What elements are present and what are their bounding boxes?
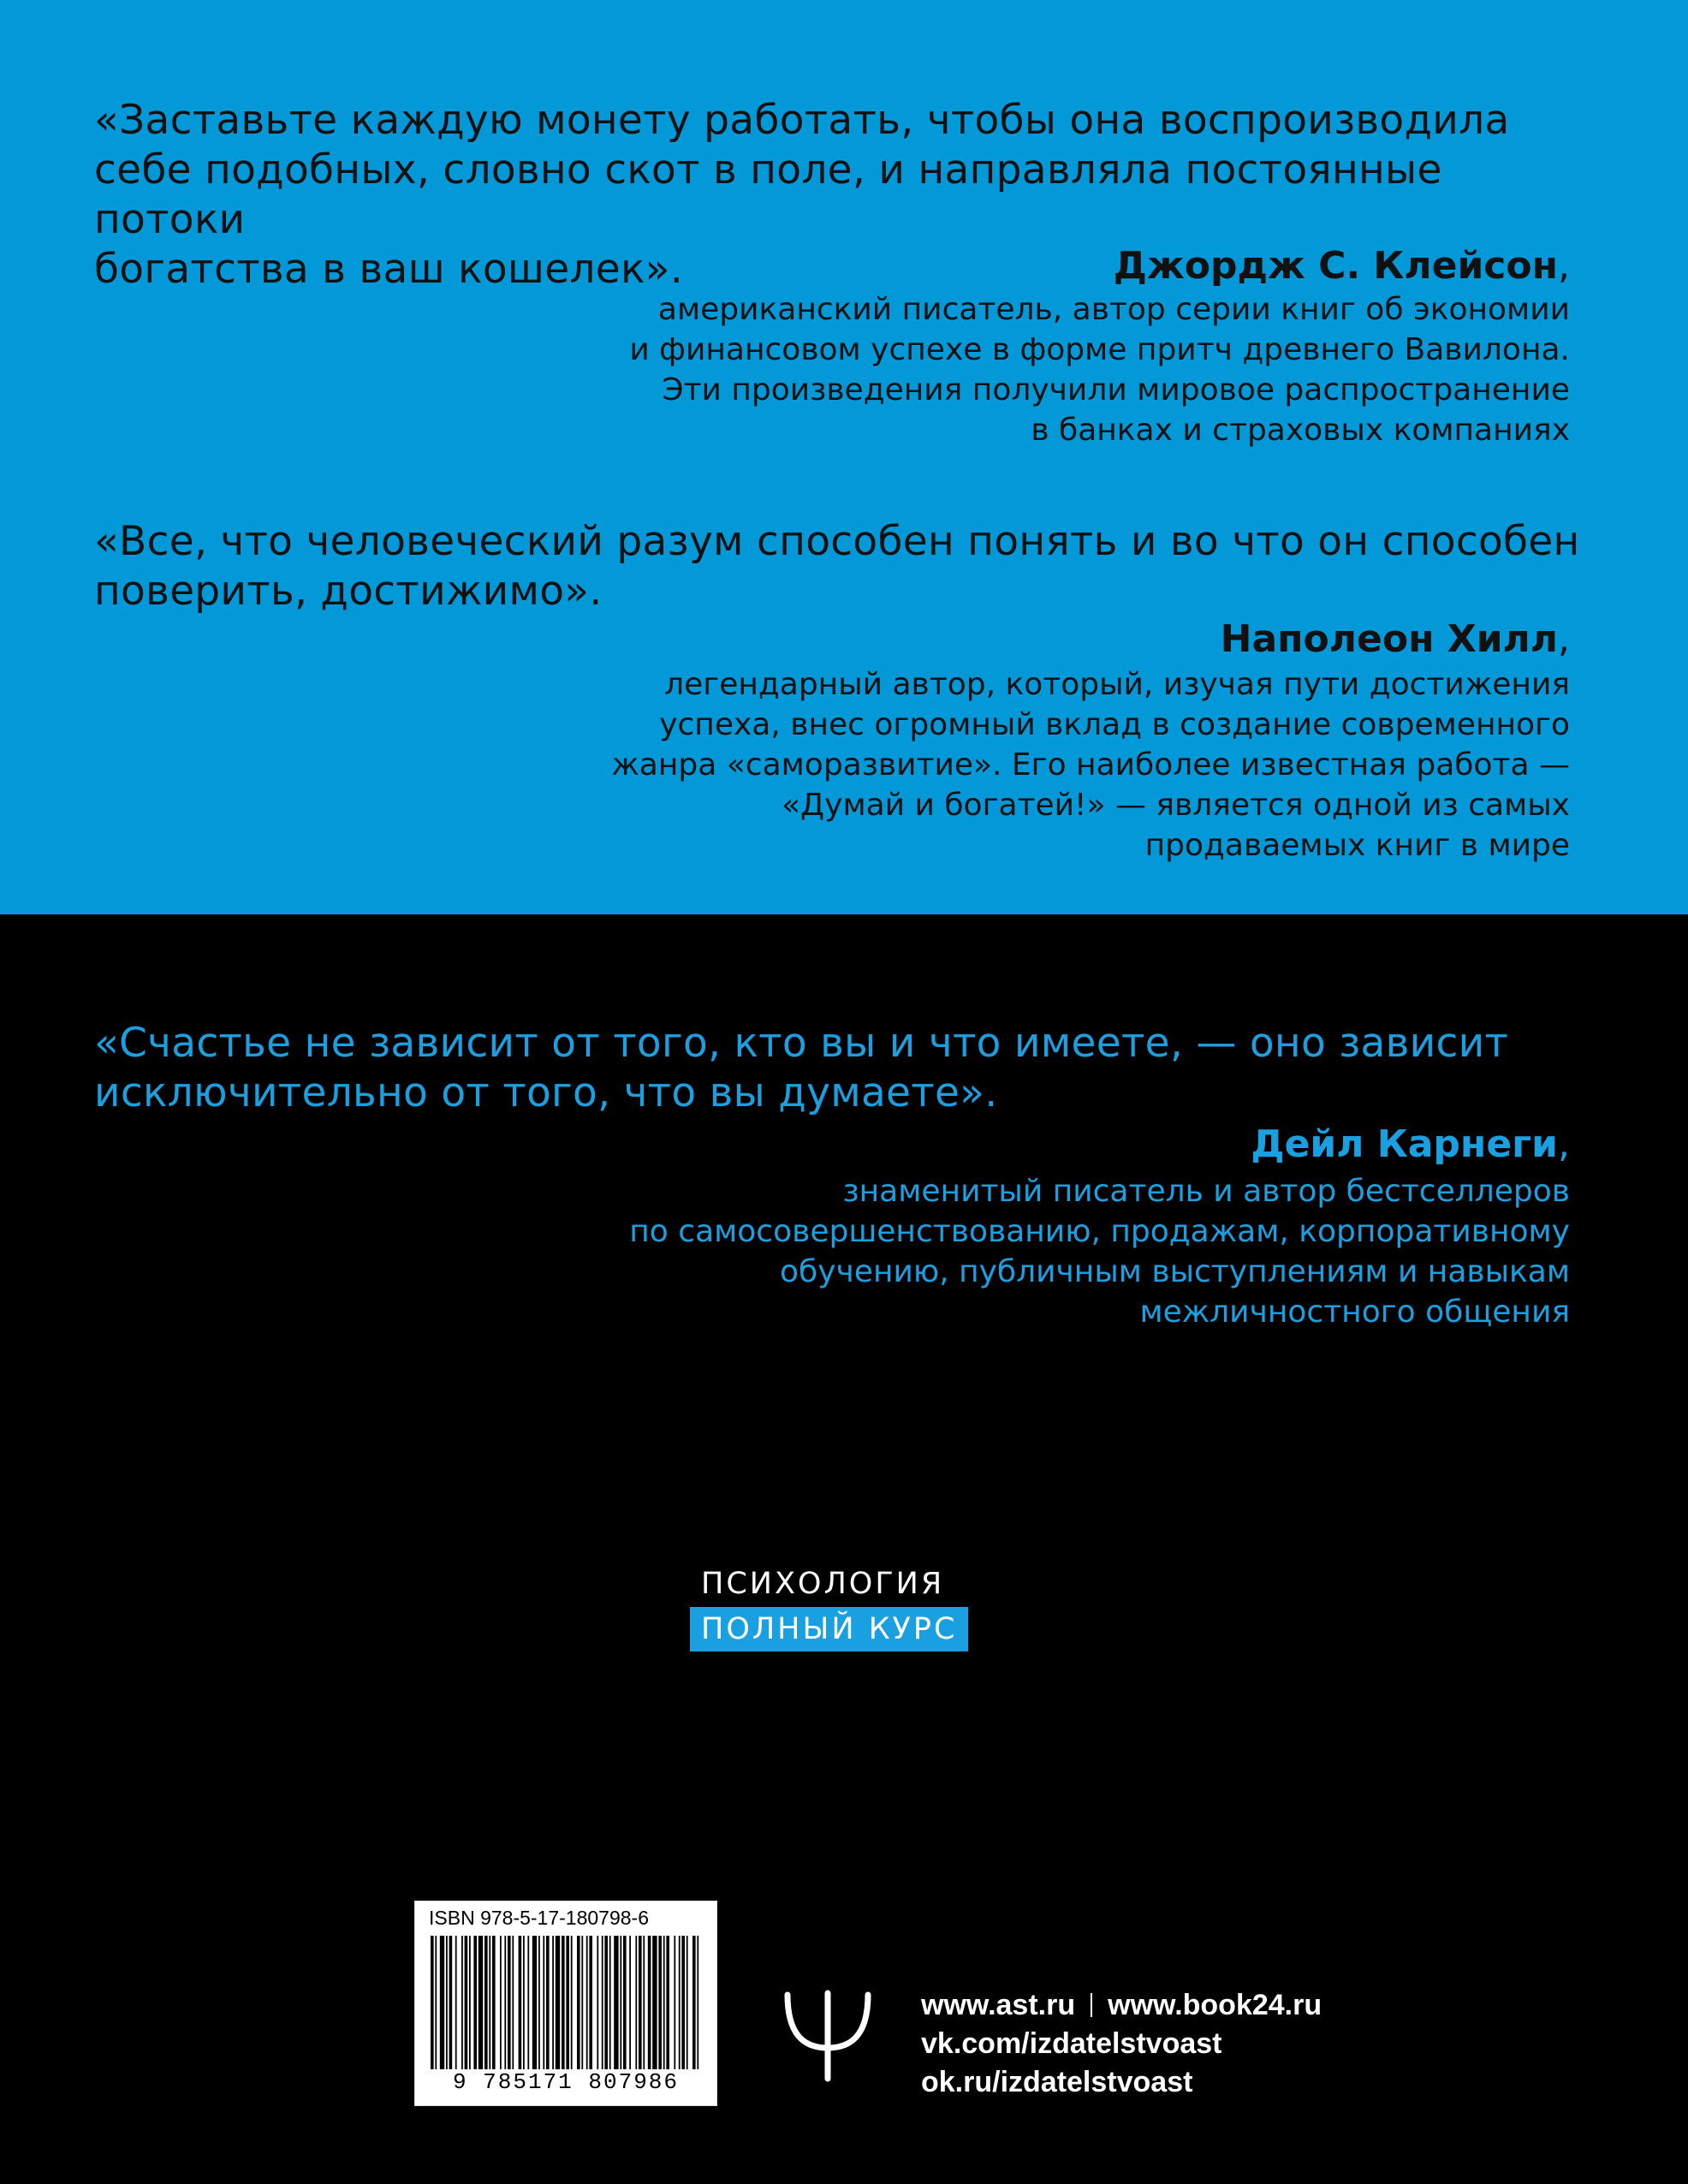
quote-line: исключительно от того, что вы думаете». — [94, 1069, 998, 1116]
barcode-bar — [566, 1936, 569, 2069]
barcode-bar — [666, 1936, 669, 2069]
description-line: легендарный автор, который, изучая пути достижения — [664, 667, 1570, 702]
quote-line: «Счастье не зависит от того, кто вы и что имеете, — оно зависит — [94, 1020, 1509, 1067]
barcode-bar — [639, 1936, 642, 2069]
barcode-bar — [532, 1936, 537, 2069]
barcode-bar — [597, 1936, 598, 2069]
psi-icon — [781, 1988, 875, 2082]
barcode-bar — [562, 1936, 565, 2069]
barcode-bar — [512, 1936, 514, 2069]
author-hill — [1221, 616, 1570, 663]
barcode-bar — [652, 1936, 657, 2069]
barcode-bar — [629, 1936, 631, 2069]
barcode-bar — [484, 1936, 488, 2069]
barcode-bar — [623, 1936, 627, 2069]
barcode-image — [431, 1936, 701, 2069]
barcode-bar — [614, 1936, 618, 2069]
barcode-bar — [446, 1936, 448, 2069]
barcode-bar — [500, 1936, 502, 2069]
quote-line: «Заставьте каждую монету работать, чтобы она воспроизводила — [94, 97, 1510, 144]
barcode-bar — [643, 1936, 645, 2069]
barcode-bar — [431, 1936, 434, 2069]
barcode-digits: 9 785171 807986 — [452, 2069, 680, 2095]
barcode-bar — [546, 1936, 550, 2069]
barcode-bar — [519, 1936, 522, 2069]
description-line: продаваемых книг в мире — [1144, 828, 1570, 863]
barcode-bar — [489, 1936, 490, 2069]
barcode-bar — [478, 1936, 483, 2069]
barcode-bar — [435, 1936, 437, 2069]
author-comma: , — [1558, 617, 1570, 661]
series-label — [690, 1562, 968, 1651]
publisher-links — [921, 1986, 1322, 2102]
author-description-hill — [371, 664, 1570, 866]
author-name: Дейл Карнеги — [1251, 1122, 1558, 1166]
barcode-bar — [469, 1936, 471, 2069]
barcode-bar — [679, 1936, 681, 2069]
barcode-bar — [697, 1936, 698, 2069]
barcode-bar — [681, 1936, 685, 2069]
link-vk[interactable]: vk.com/izdatelstvoast — [921, 2027, 1222, 2060]
link-ok[interactable]: ok.ru/izdatelstvoast — [921, 2066, 1193, 2098]
barcode-bar — [609, 1936, 611, 2069]
author-name: Джордж С. Клейсон — [1113, 244, 1558, 288]
barcode-bar — [538, 1936, 540, 2069]
author-comma: , — [1558, 1122, 1570, 1166]
barcode-bar — [581, 1936, 583, 2069]
barcode-bar — [543, 1936, 544, 2069]
barcode-bar — [440, 1936, 444, 2069]
barcode-bar — [552, 1936, 554, 2069]
description-line: по самосовершенствованию, продажам, корпоративному — [629, 1214, 1570, 1249]
author-description-carnegie — [371, 1171, 1570, 1332]
description-line: жанра «саморазвитие». Его наиболее известная работа — — [611, 747, 1570, 783]
barcode-bar — [648, 1936, 651, 2069]
barcode-bar — [523, 1936, 525, 2069]
barcode-bar — [635, 1936, 637, 2069]
barcode-bar — [589, 1936, 592, 2069]
barcode-bar — [455, 1936, 457, 2069]
barcode-bar — [686, 1936, 688, 2069]
author-clason — [1114, 243, 1570, 289]
series-name: ПСИХОЛОГИЯ — [701, 1567, 945, 1601]
author-carnegie — [1251, 1122, 1570, 1168]
description-line: в банках и страховых компаниях — [1031, 413, 1570, 448]
description-line: межличностного общения — [1139, 1294, 1570, 1330]
barcode-bar — [504, 1936, 506, 2069]
author-comma: , — [1558, 244, 1570, 288]
barcode-bar — [692, 1936, 696, 2069]
barcode-bar — [527, 1936, 529, 2069]
barcode-bar — [663, 1936, 665, 2069]
barcode-bar — [658, 1936, 662, 2069]
link-book24[interactable]: www.book24.ru — [1108, 1989, 1322, 2021]
barcode-bar — [508, 1936, 511, 2069]
barcode-bar — [586, 1936, 588, 2069]
author-name: Наполеон Хилл — [1220, 617, 1558, 661]
description-line: и финансовом успехе в форме притч древнего Вавилона. — [629, 332, 1570, 367]
barcode-bar — [577, 1936, 580, 2069]
isbn-number: ISBN 978-5-17-180798-6 — [429, 1907, 649, 1929]
quote-line: поверить, достижимо». — [94, 568, 603, 615]
barcode-block — [414, 1901, 717, 2106]
quote-carnegie — [94, 1019, 1584, 1118]
description-line: «Думай и богатей!» — является одной из самых — [781, 788, 1570, 823]
quote-line: «Все, что человеческий разум способен понять и во что он способен — [94, 518, 1580, 565]
quote-line: богатства в ваш кошелек». — [94, 246, 683, 293]
quote-hill — [94, 517, 1584, 616]
description-line: успеха, внес огромный вклад в создание современного — [659, 707, 1570, 742]
description-line: Эти произведения получили мировое распространение — [662, 372, 1570, 408]
quote-line: себе подобных, словно скот в поле, и направляла постоянные потоки — [94, 146, 1442, 243]
author-description-clason — [371, 289, 1570, 450]
barcode-bar — [674, 1936, 675, 2069]
barcode-bar — [604, 1936, 608, 2069]
description-line: знаменитый писатель и автор бестселлеров — [842, 1174, 1570, 1209]
link-ast[interactable]: www.ast.ru — [921, 1989, 1076, 2021]
barcode-bar — [473, 1936, 477, 2069]
series-subtitle: ПОЛНЫЙ КУРС — [690, 1607, 968, 1651]
barcode-bar — [492, 1936, 496, 2069]
barcode-bar — [556, 1936, 560, 2069]
link-separator — [1091, 1993, 1092, 2017]
barcode-bar — [449, 1936, 453, 2069]
barcode-bar — [620, 1936, 621, 2069]
barcode-bar — [571, 1936, 573, 2069]
description-line: американский писатель, автор серии книг об экономии — [657, 292, 1570, 327]
barcode-bar — [461, 1936, 463, 2069]
links-row-sites — [921, 1986, 1322, 2025]
barcode-bar — [465, 1936, 468, 2069]
barcode-bar — [602, 1936, 603, 2069]
description-line: обучению, публичным выступлениям и навыкам — [780, 1254, 1570, 1289]
